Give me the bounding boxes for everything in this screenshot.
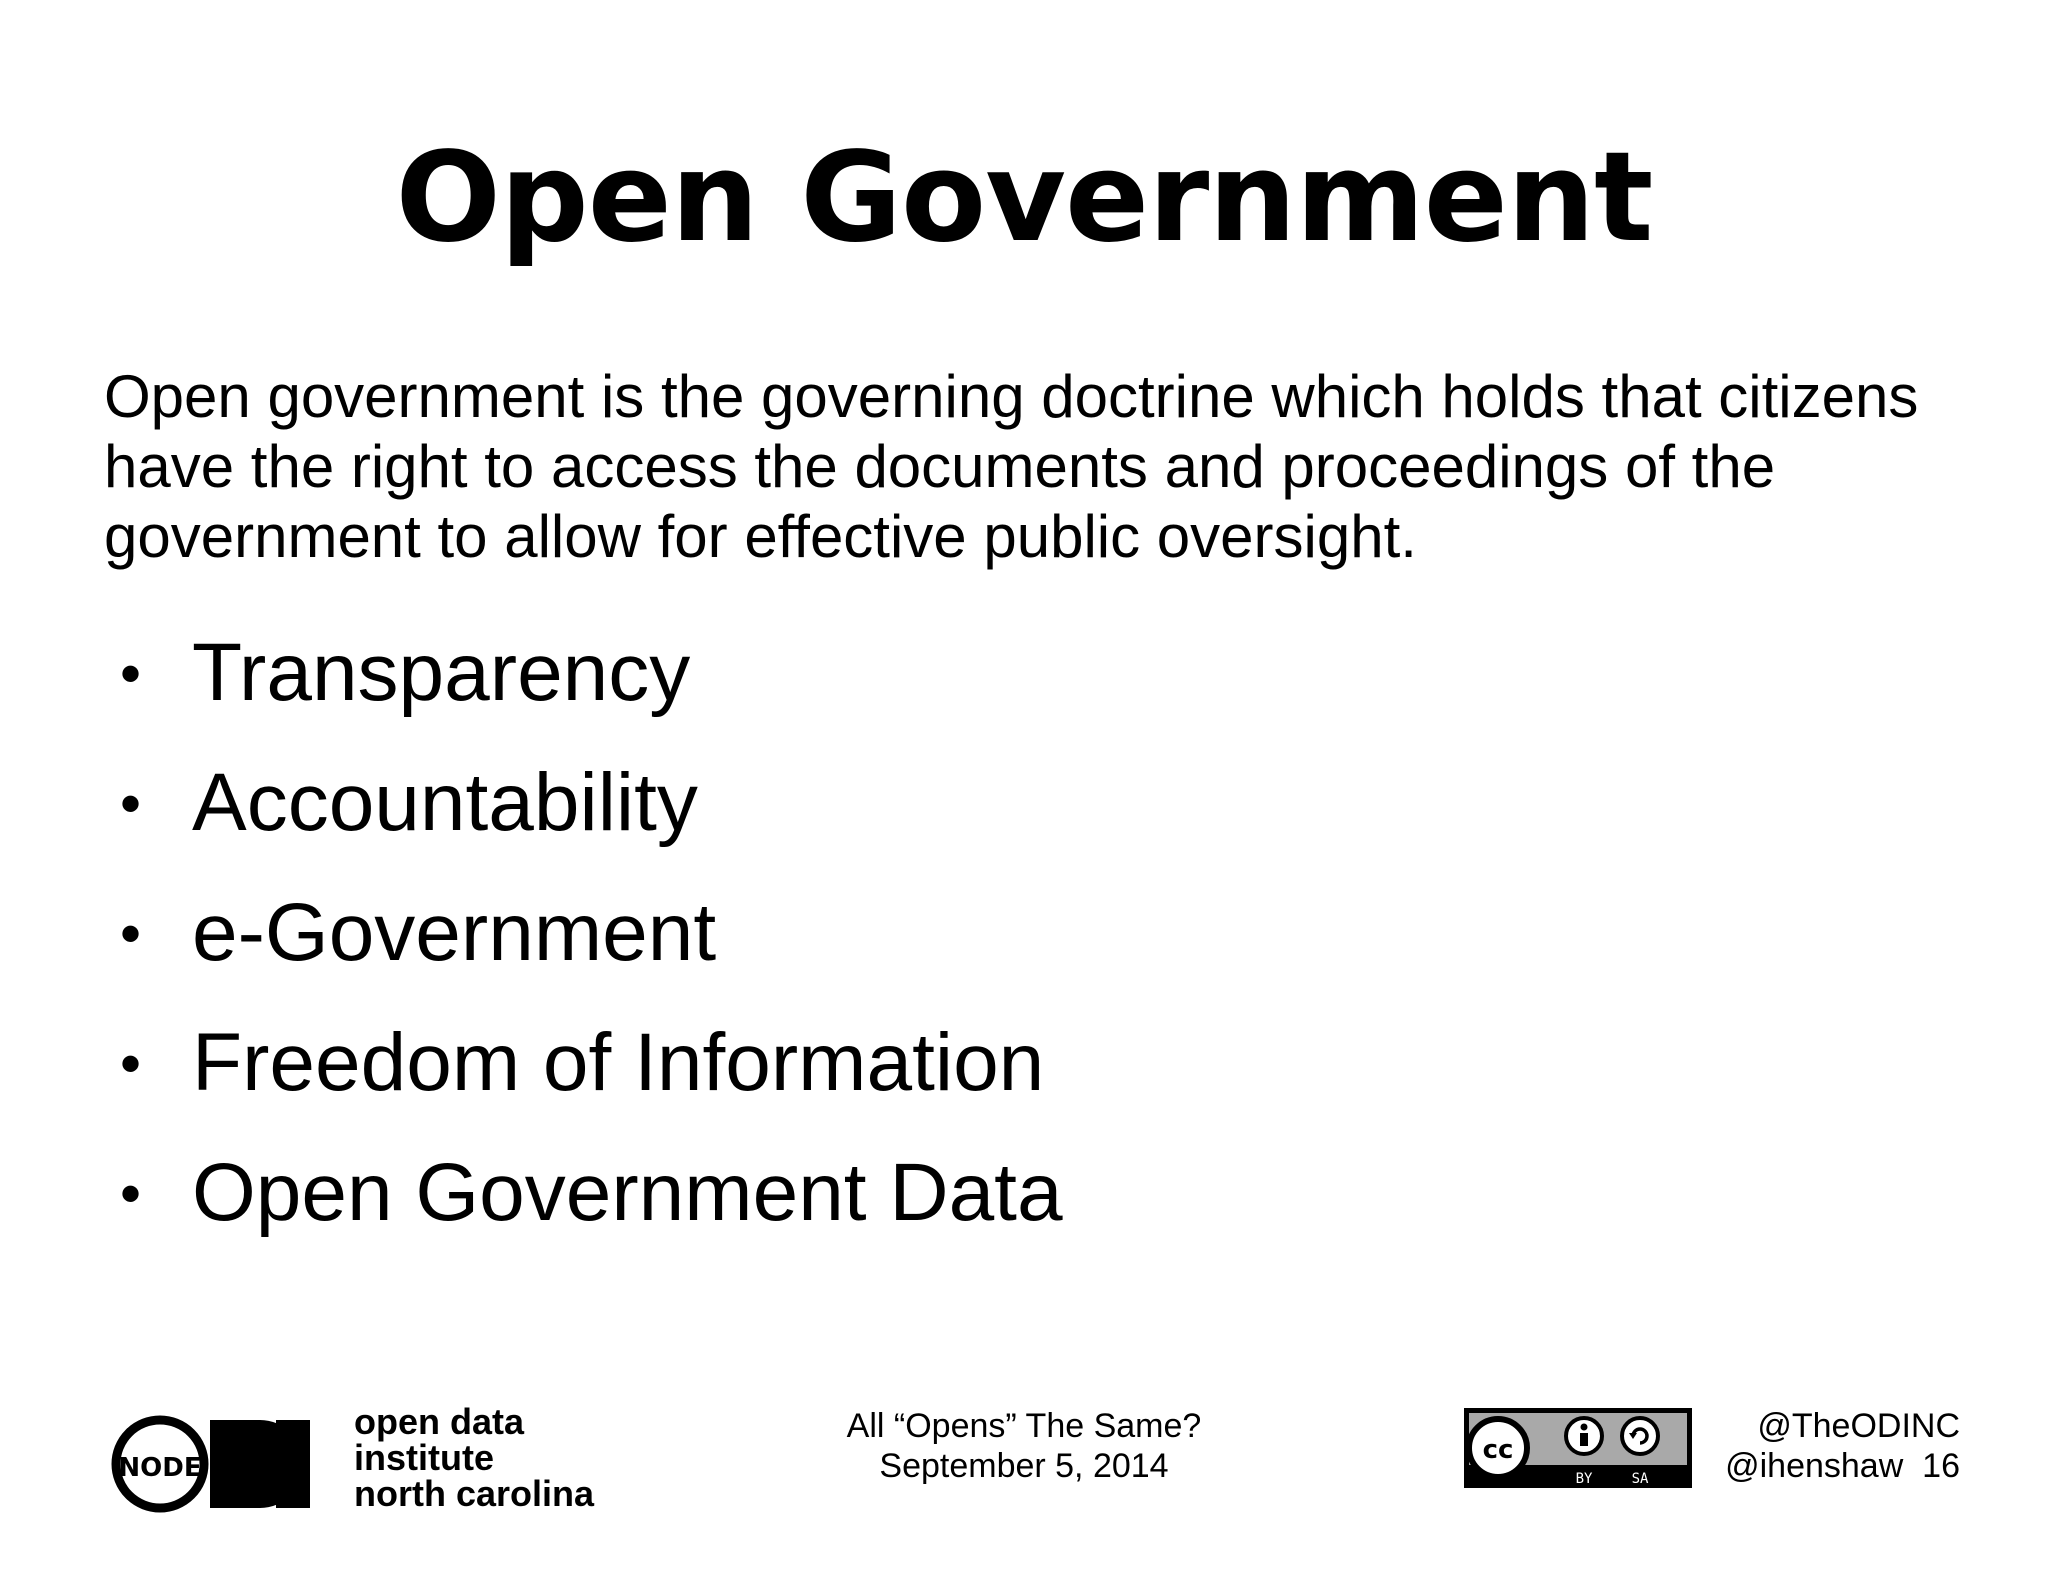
- cc-label: cc: [1482, 1435, 1514, 1465]
- bullet-item: [120, 738, 1063, 868]
- logo-line: open data: [354, 1401, 525, 1442]
- logo-line: north carolina: [354, 1473, 595, 1514]
- presentation-date: September 5, 2014: [879, 1447, 1169, 1485]
- logo-line: institute: [354, 1437, 494, 1478]
- bullet-item: [120, 868, 1063, 998]
- slide-title: Open Government: [395, 126, 1653, 270]
- footer-right: [1700, 1406, 1960, 1486]
- bullet-text: Accountability: [192, 757, 698, 848]
- cc-by-sa-badge: [1464, 1408, 1692, 1488]
- presentation-title: All “Opens” The Same?: [846, 1407, 1202, 1445]
- by-label: BY: [1575, 1471, 1593, 1487]
- twitter-handle: @TheODINC: [1757, 1407, 1960, 1445]
- bullet-item: [120, 998, 1063, 1128]
- i-bar-icon: [276, 1420, 310, 1508]
- twitter-handle: @ihenshaw: [1725, 1447, 1904, 1485]
- sa-label: SA: [1631, 1471, 1649, 1487]
- bullet-list: [120, 608, 1063, 1258]
- odi-logo-icon: [110, 1404, 350, 1514]
- handle-and-page: [1700, 1446, 1960, 1486]
- bullet-text: Freedom of Information: [192, 1017, 1045, 1108]
- bullet-icon: •: [120, 769, 142, 837]
- bullet-item: [120, 1128, 1063, 1258]
- bullet-icon: •: [120, 639, 142, 707]
- intro-paragraph: Open government is the governing doctrine which holds that citizens have the right to access the documents and proceedings of the government to allow for effective public oversight.: [104, 363, 1919, 570]
- bullet-icon: •: [120, 1159, 142, 1227]
- node-label: NODE: [118, 1453, 202, 1483]
- bullet-icon: •: [120, 899, 142, 967]
- bullet-text: Transparency: [192, 627, 691, 718]
- footer-center: [724, 1406, 1324, 1486]
- bullet-item: [120, 608, 1063, 738]
- share-alike-icon: [1622, 1418, 1658, 1454]
- bullet-text: Open Government Data: [192, 1147, 1063, 1238]
- page-number: 16: [1922, 1447, 1960, 1485]
- bullet-icon: •: [120, 1029, 142, 1097]
- bullet-text: e-Government: [192, 887, 717, 978]
- cc-by-sa-icon: [1464, 1408, 1692, 1488]
- logo-text: [354, 1401, 595, 1514]
- odi-nc-logo: [110, 1401, 630, 1514]
